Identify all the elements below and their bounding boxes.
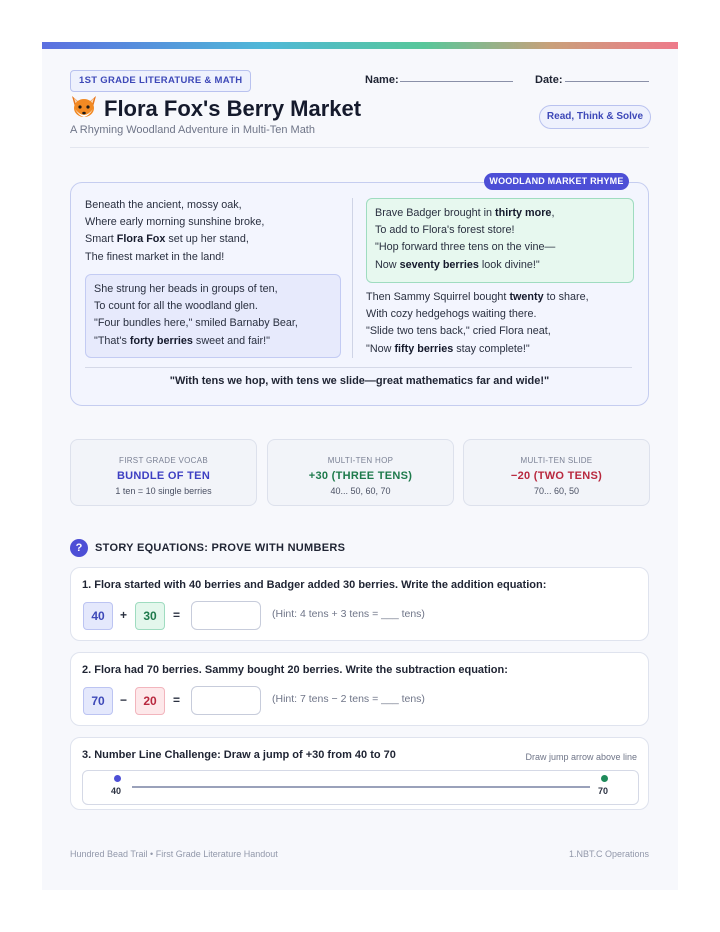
section-title: STORY EQUATIONS: PROVE WITH NUMBERS	[95, 542, 346, 554]
card-value: BUNDLE OF TEN	[116, 470, 211, 482]
stanza-line: Then Sammy Squirrel bought twenty to share,	[366, 291, 589, 303]
stanza-line: She strung her beads in groups of ten,	[94, 283, 278, 295]
left-stanza	[85, 197, 264, 266]
stanza-line: "Slide two tens back," cried Flora neat,	[366, 325, 551, 338]
number-box-b: 20	[135, 687, 165, 715]
date-field[interactable]	[565, 81, 649, 82]
minus-operator: −	[120, 693, 128, 707]
grade-badge: 1ST GRADE LITERATURE & MATH	[70, 70, 251, 92]
gradient-top-bar	[42, 42, 678, 49]
stanza-line: "Now fifty berries stay complete!"	[366, 342, 530, 355]
stanza-line: To add to Flora's forest store!	[375, 224, 515, 237]
stanza-line: "Hop forward three tens on the vine—	[375, 241, 556, 254]
start-label: 40	[111, 786, 122, 796]
stanza-line: Beneath the ancient, mossy oak,	[85, 199, 242, 211]
card-sub: 1 ten = 10 single berries	[115, 486, 212, 496]
blue-stanza-box	[85, 274, 341, 358]
date-label: Date:	[535, 74, 563, 86]
motto-divider	[85, 367, 632, 368]
problem-question: 2. Flora had 70 berries. Sammy bought 20 berries. Write the subtraction equation:	[82, 664, 508, 676]
page-subtitle: A Rhyming Woodland Adventure in Multi-Ten Math	[70, 124, 315, 136]
problem-1	[70, 567, 649, 641]
card-label: FIRST GRADE VOCAB	[119, 456, 208, 465]
problem-hint: (Hint: 4 tens + 3 tens = ___ tens)	[272, 608, 425, 620]
problem-question: 3. Number Line Challenge: Draw a jump of +30 from 40 to 70	[82, 749, 396, 761]
problem-2	[70, 652, 649, 726]
name-field[interactable]	[400, 81, 513, 82]
problem-question: 1. Flora started with 40 berries and Badger added 30 berries. Write the addition equation:	[82, 579, 547, 591]
equals-operator: =	[173, 608, 181, 622]
start-point	[114, 775, 121, 782]
card-label: MULTI-TEN SLIDE	[520, 456, 593, 465]
worksheet	[42, 42, 678, 890]
stanza-line: Brave Badger brought in thirty more,	[375, 207, 555, 219]
rhyme-panel	[70, 176, 649, 406]
card-value: +30 (THREE TENS)	[308, 470, 413, 482]
stanza-line: Now seventy berries look divine!"	[375, 258, 540, 271]
stanza-line: With cozy hedgehogs waiting there.	[366, 308, 537, 321]
header-divider	[70, 147, 649, 148]
name-label: Name:	[365, 74, 399, 86]
number-line	[132, 786, 590, 788]
card-sub: 70... 60, 50	[533, 486, 580, 496]
problem-hint: (Hint: 7 tens − 2 tens = ___ tens)	[272, 693, 425, 705]
equals-operator: =	[173, 693, 181, 707]
stanza-line: Smart Flora Fox set up her stand,	[85, 233, 249, 246]
question-icon: ?	[70, 539, 88, 557]
blue-stanza	[94, 281, 298, 350]
read-think-solve-pill: Read, Think & Solve	[539, 105, 651, 129]
footer-left: Hundred Bead Trail • First Grade Literature Handout	[70, 849, 278, 859]
stanza-line: "Four bundles here," smiled Barnaby Bear,	[94, 317, 298, 330]
green-stanza-box	[366, 198, 634, 283]
end-label: 70	[598, 786, 609, 796]
answer-input-1[interactable]	[191, 601, 261, 630]
end-point	[601, 775, 608, 782]
hop-card	[267, 439, 454, 506]
green-stanza	[375, 205, 555, 274]
number-box-a: 40	[83, 602, 113, 630]
stanza-line: "That's forty berries sweet and fair!"	[94, 334, 270, 347]
footer-right: 1.NBT.C Operations	[568, 849, 649, 859]
card-value: −20 (TWO TENS)	[510, 470, 603, 482]
number-box-a: 70	[83, 687, 113, 715]
number-box-b: 30	[135, 602, 165, 630]
plus-operator: +	[120, 608, 128, 622]
stanza-line: To count for all the woodland glen.	[94, 300, 258, 313]
slide-card	[463, 439, 650, 506]
answer-input-2[interactable]	[191, 686, 261, 715]
card-sub: 40... 50, 60, 70	[330, 486, 391, 496]
card-label: MULTI-TEN HOP	[327, 456, 394, 465]
number-line-area[interactable]	[82, 770, 639, 805]
number-line-note: Draw jump arrow above line	[525, 752, 637, 762]
vocab-card	[70, 439, 257, 506]
page-title	[70, 94, 361, 122]
rhyme-tag: WOODLAND MARKET RHYME	[484, 173, 629, 190]
rhyme-motto: "With tens we hop, with tens we slide—great mathematics far and wide!"	[169, 375, 550, 387]
fox-icon	[70, 94, 98, 120]
right-stanza	[366, 289, 589, 358]
stanza-divider	[352, 198, 353, 358]
title-text: Flora Fox's Berry Market	[104, 96, 362, 121]
stanza-line: The finest market in the land!	[85, 250, 225, 263]
problem-3	[70, 737, 649, 810]
stanza-line: Where early morning sunshine broke,	[85, 216, 265, 229]
